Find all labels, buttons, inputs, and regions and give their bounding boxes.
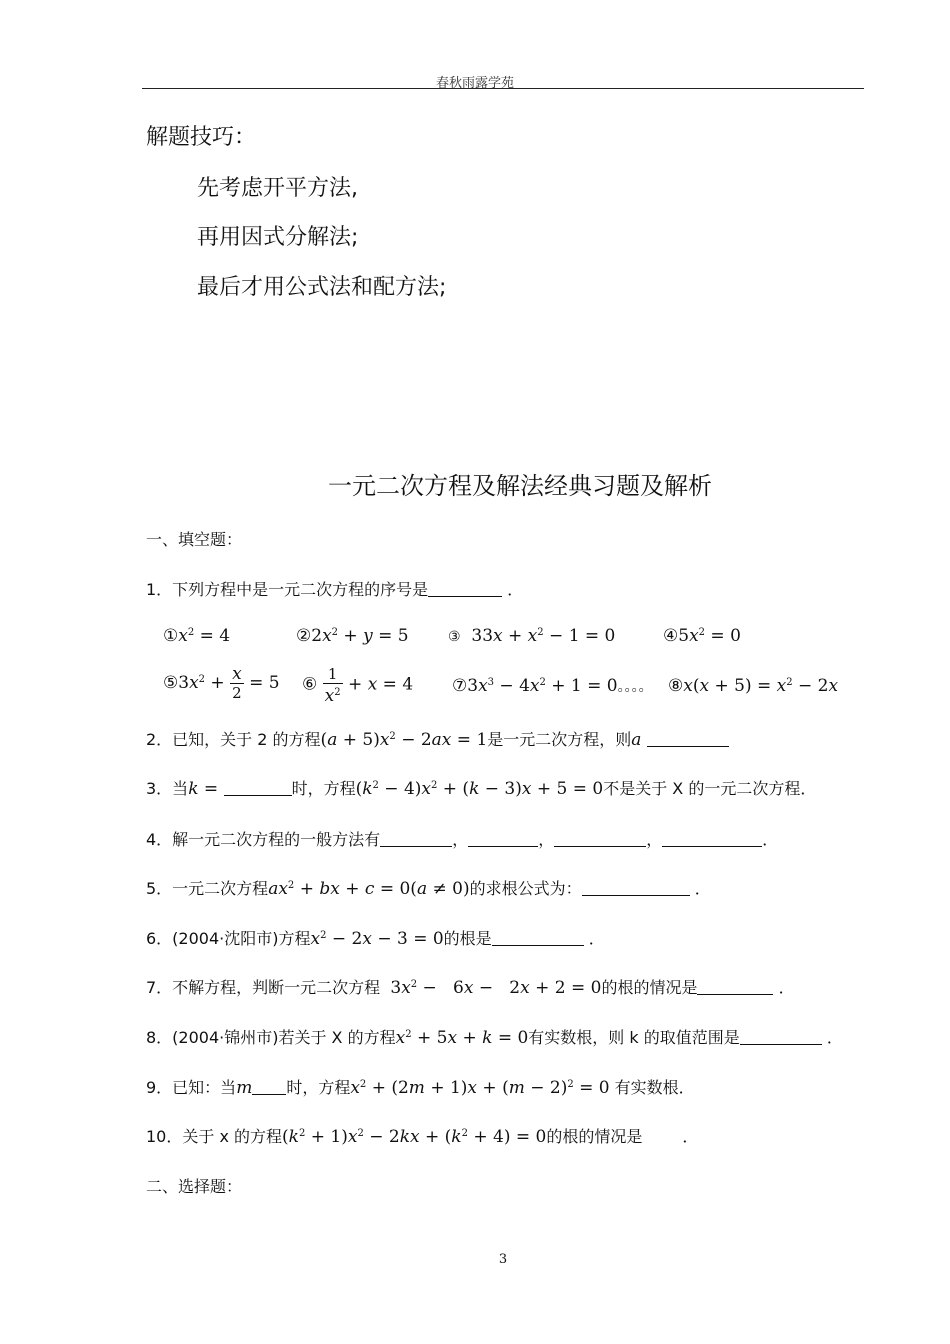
option-2: $②2x^2 + y = 5$ [296,626,409,646]
answer-blank[interactable] [428,582,502,597]
question-5: 5．一元二次方程$ax^2$ + bx + c = 0(a ≠ 0)的求根公式为： ． [146,879,711,899]
option-5: $⑤3x^2$ + $\frac{x}{2}$ = 5 [163,664,280,702]
option-6: ⑥ $\frac{1}{x^2}$ + x = 4 [302,665,414,706]
option-8: ⑧x(x + $5) = x^2 - 2x$ [668,676,839,696]
answer-blank[interactable] [492,931,584,946]
answer-blank[interactable] [380,832,452,847]
question-10: 10．关于 x 的方程$(k^2 + 1)x^2 - 2kx + (k^2 + 4) = 0$的根的情况是 ． [146,1127,699,1147]
answer-blank[interactable] [224,781,292,796]
answer-blank[interactable] [697,980,773,995]
question-3: 3．当k = 时，方程$(k^2 - 4)x^2 + (k - 3)x + 5 = 0$不是关于 X 的一元二次方程． [146,779,817,799]
question-6: 6．(2004·沈阳市)方程$x^2 - 2x - 3 = 0$的根是 ． [146,929,605,949]
tip-item-2: 再用因式分解法; [197,225,359,250]
section-choice-title: 二、选择题： [146,1177,243,1196]
answer-blank[interactable] [554,832,646,847]
page-header: 春秋雨露学苑 [435,76,514,91]
answer-blank[interactable] [252,1080,286,1095]
option-4: $④5x^2 = 0$ [663,626,741,646]
question-4: 4．解一元二次方程的一般方法有 ， ， ， ． [146,830,779,849]
tips-title: 解题技巧： [146,125,257,150]
question-9: 9．已知：当m 时，方程$x^2 + (2m + 1)x + (m - 2)^2 = 0$ 有实数根． [146,1078,695,1098]
question-2: 2．已知，关于 2 的方程$(a + 5)x^2 - 2ax = 1$是一元二次方程，则a [146,727,729,750]
question-1-text: 1．下列方程中是一元二次方程的序号是 [146,580,429,599]
tip-item-3: 最后才用公式法和配方法; [197,275,447,300]
section-fill-in-title: 一、填空题： [146,530,243,549]
answer-blank[interactable] [647,732,729,747]
page-number: 3 [498,1252,508,1267]
answer-blank[interactable] [740,1030,822,1045]
question-7: 7．不解方程，判断一元二次方程 $3x^2 - 6x - 2x + 2 = 0$的根的情况是 ． [146,978,795,998]
option-3: ③ $33x + x^2 - 1 = 0$ [448,626,616,646]
document-title: 一元二次方程及解法经典习题及解析 [328,472,712,500]
option-7: $⑦3x^3 - 4x^2 + 1 = 0$。。。。 [452,676,653,696]
option-1: $①x^2 = 4$ [163,626,231,646]
answer-blank[interactable] [662,832,762,847]
tip-item-1: 先考虑开平方法, [197,176,358,201]
header-rule [142,88,864,89]
question-1 [146,577,523,600]
question-8: 8．(2004·锦州市)若关于 X 的方程$x^2 + 5x + k = 0$有实数根，则 k 的取值范围是 ． [146,1028,843,1048]
answer-blank[interactable] [582,881,690,896]
question-end: ． [507,580,524,599]
answer-blank[interactable] [468,832,538,847]
